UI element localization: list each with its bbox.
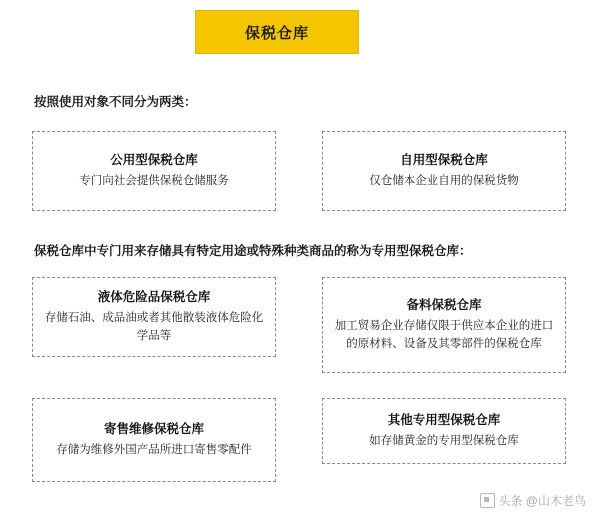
toutiao-logo-icon <box>480 493 495 508</box>
node-heading: 寄售维修保税仓库 <box>103 422 204 437</box>
node-body: 如存储黄金的专用型保税仓库 <box>369 434 519 447</box>
node-other-special-bonded-warehouse <box>322 398 566 464</box>
node-spare-material-bonded-warehouse <box>322 277 566 373</box>
node-body: 加工贸易企业存储仅限于供应本企业的进口的原材料、设备及其零部件的保税仓库 <box>334 320 554 350</box>
node-body: 存储为维修外国产品所进口寄售零配件 <box>56 443 252 456</box>
section-caption-first: 按照使用对象不同分为两类： <box>34 95 197 109</box>
node-public-bonded-warehouse <box>32 131 276 211</box>
diagram-title-text: 保税仓库 <box>244 24 309 42</box>
node-consignment-repair-bonded-warehouse <box>32 398 276 482</box>
node-heading: 公用型保税仓库 <box>110 153 198 168</box>
node-liquid-hazardous-bonded-warehouse <box>32 277 276 357</box>
node-heading: 液体危险品保税仓库 <box>97 290 211 305</box>
node-heading: 自用型保税仓库 <box>400 153 488 168</box>
section-caption-second: 保税仓库中专门用来存储具有特定用途或特殊种类商品的称为专用型保税仓库： <box>34 244 472 258</box>
diagram-title-box <box>195 10 359 54</box>
node-self-use-bonded-warehouse <box>322 131 566 211</box>
watermark <box>480 492 586 509</box>
watermark-text: 头条 @山木老鸟 <box>498 494 586 508</box>
node-body: 存储石油、成品油或者其他散装液体危险化学品等 <box>44 312 264 342</box>
node-heading: 其他专用型保税仓库 <box>387 413 501 428</box>
node-body: 仅仓储本企业自用的保税货物 <box>369 174 519 187</box>
node-body: 专门向社会提供保税仓储服务 <box>79 174 229 187</box>
node-heading: 备料保税仓库 <box>406 298 482 313</box>
